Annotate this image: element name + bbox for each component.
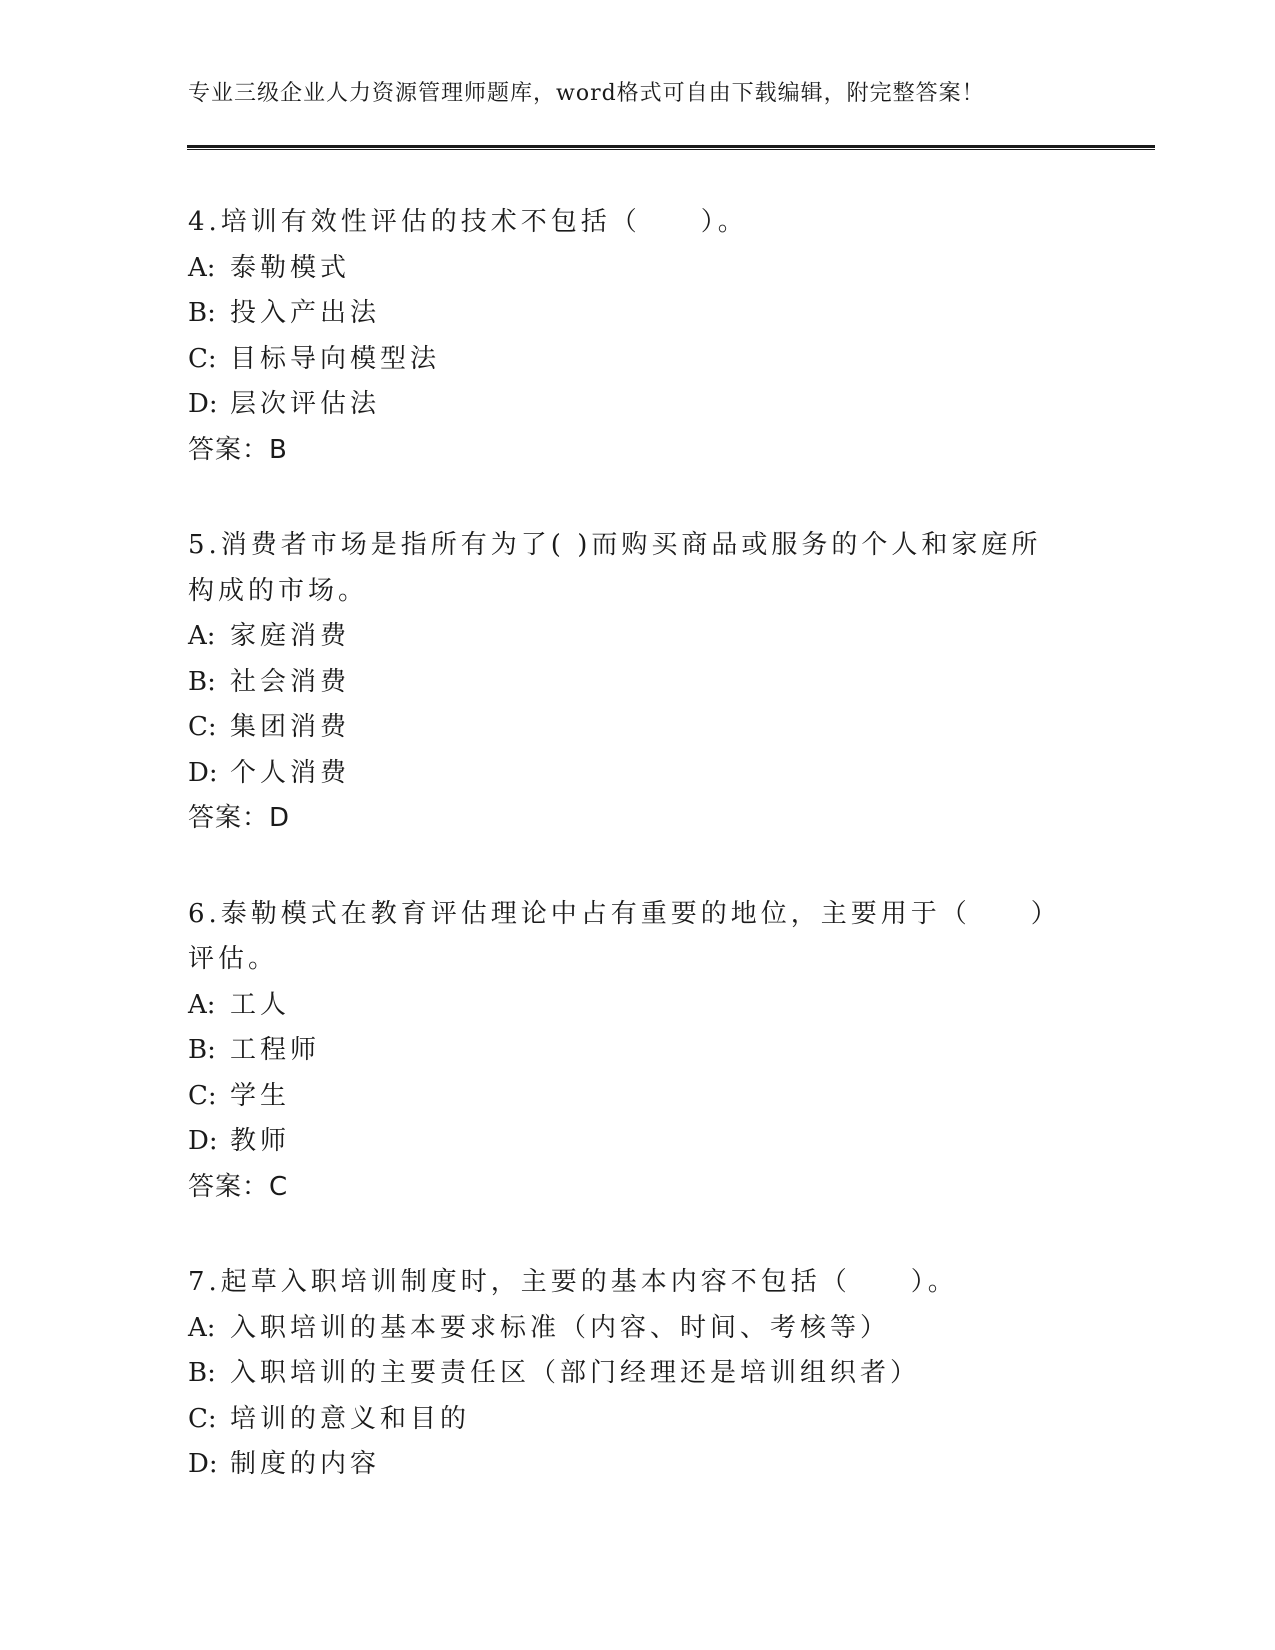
option-letter: B: [188,298,216,328]
option-c [188,337,1088,383]
option-letter: C: [188,1080,217,1111]
option-text: 学生 [230,1080,291,1111]
question-stem: 7.起草入职培训制度时，主要的基本内容不包括（ ）。 [188,1267,958,1297]
question-6 [188,892,1088,1211]
option-letter: A: [188,1312,216,1343]
option-b [188,291,1088,337]
option-letter: B: [188,666,216,697]
option-letter: D: [188,1126,218,1156]
option-text: 工人 [230,989,291,1020]
option-text: 制度的内容 [230,1449,381,1479]
option-b [188,1351,1088,1397]
option-a [188,983,1088,1029]
option-letter: D: [188,389,218,419]
option-letter: B: [188,1035,216,1065]
option-text: 工程师 [230,1035,321,1065]
option-text: 层次评估法 [230,389,381,419]
option-text: 教师 [230,1126,291,1156]
option-text: 社会消费 [230,666,351,697]
answer-line: 答案：C [188,1171,289,1202]
option-letter: A: [188,989,216,1020]
option-letter: A: [188,252,216,283]
question-4 [188,200,1088,473]
option-c [188,1074,1088,1120]
option-d [188,1119,1088,1165]
option-letter: C: [188,712,217,742]
option-letter: D: [188,1449,218,1479]
option-text: 入职培训的基本要求标准（内容、时间、考核等） [230,1312,891,1343]
option-letter: D: [188,757,218,788]
option-c [188,705,1088,751]
option-text: 入职培训的主要责任区（部门经理还是培训组织者） [230,1358,921,1388]
option-letter: A: [188,621,216,651]
option-letter: B: [188,1358,216,1388]
question-stem: 4.培训有效性评估的技术不包括（ ）。 [188,207,748,237]
option-letter: C: [188,1403,217,1434]
option-text: 泰勒模式 [230,252,351,283]
question-stem: 5.消费者市场是指所有为了( )而购买商品或服务的个人和家庭所构成的市场。 [188,530,1042,606]
option-d [188,1442,1088,1488]
option-a [188,614,1088,660]
option-a [188,1306,1088,1352]
option-c [188,1397,1088,1443]
option-b [188,660,1088,706]
answer-line: 答案：D [188,803,291,833]
option-text: 投入产出法 [230,298,381,328]
question-7 [188,1260,1088,1488]
option-d [188,751,1088,797]
question-5 [188,523,1088,842]
option-text: 目标导向模型法 [230,343,441,374]
option-text: 家庭消费 [230,621,351,651]
option-d [188,382,1088,428]
option-text: 培训的意义和目的 [230,1403,471,1434]
option-a [188,246,1088,292]
option-text: 个人消费 [230,757,351,788]
page-header-title: 专业三级企业人力资源管理师题库，word格式可自由下载编辑，附完整答案！ [188,81,985,106]
option-b [188,1028,1088,1074]
option-text: 集团消费 [230,712,351,742]
question-stem: 6.泰勒模式在教育评估理论中占有重要的地位，主要用于（ ）评估。 [188,898,1061,974]
question-list [188,200,1088,1538]
option-letter: C: [188,343,217,374]
header-divider [187,145,1155,150]
answer-line: 答案：B [188,434,288,465]
